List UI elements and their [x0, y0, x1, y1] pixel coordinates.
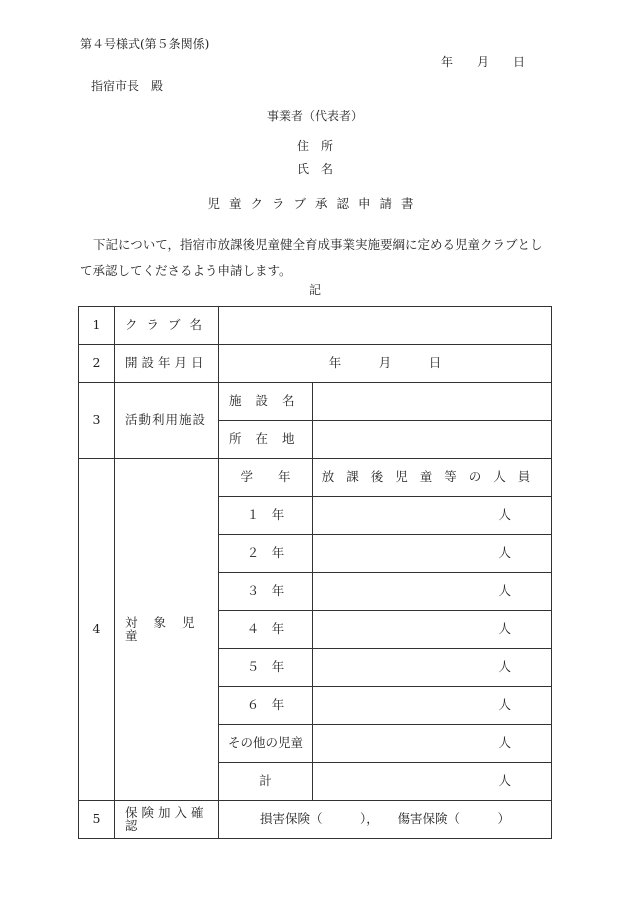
grade-count-field[interactable]: 人 — [313, 573, 552, 611]
row-number: 4 — [79, 459, 115, 801]
grade-label: ３ 年 — [219, 573, 313, 611]
opening-date-field[interactable]: 年 月 日 — [219, 345, 552, 383]
name-label: 氏 名 — [296, 162, 333, 176]
count-column-header: 放課後児童等の人員 — [313, 459, 552, 497]
date-line: 年 月 日 — [441, 55, 526, 69]
total-count-field[interactable]: 人 — [313, 763, 552, 801]
grade-count-field[interactable]: 人 — [313, 649, 552, 687]
facility-address-field[interactable] — [313, 421, 552, 459]
table-row — [79, 307, 552, 345]
grade-label: １ 年 — [219, 497, 313, 535]
target-children-label: 対象児童 — [115, 459, 219, 801]
insurance-label: 保険加入確認 — [115, 801, 219, 839]
table-row — [79, 383, 552, 421]
body-text: 下記について，指宿市放課後児童健全育成事業実施要綱に定める児童クラブとして承認してくださるよう申請します。 — [80, 237, 543, 278]
facility-name-field[interactable] — [313, 383, 552, 421]
opening-date-label: 開設年月日 — [115, 345, 219, 383]
document-title: 児童クラブ承認申請書 — [207, 196, 423, 211]
facility-label: 活動利用施設 — [115, 383, 219, 459]
club-name-label: クラブ名 — [115, 307, 219, 345]
application-table — [78, 306, 552, 839]
grade-count-field[interactable]: 人 — [313, 687, 552, 725]
grade-count-field[interactable]: 人 — [313, 535, 552, 573]
row-number: 1 — [79, 307, 115, 345]
total-label: 計 — [219, 763, 313, 801]
grade-count-field[interactable]: 人 — [313, 611, 552, 649]
table-row — [79, 801, 552, 839]
table-row — [79, 459, 552, 497]
addressee: 指宿市長 殿 — [91, 79, 164, 93]
form-number: 第４号様式(第５条関係) — [80, 37, 210, 51]
ki-marker: 記 — [308, 283, 321, 297]
row-number: 5 — [79, 801, 115, 839]
facility-name-label: 施設名 — [219, 383, 313, 421]
business-label: 事業者（代表者） — [266, 109, 363, 123]
club-name-field[interactable] — [219, 307, 552, 345]
grade-label: ２ 年 — [219, 535, 313, 573]
grade-label: その他の児童 — [219, 725, 313, 763]
row-number: 2 — [79, 345, 115, 383]
facility-address-label: 所在地 — [219, 421, 313, 459]
grade-column-header: 学 年 — [219, 459, 313, 497]
table-row — [79, 345, 552, 383]
address-label: 住 所 — [296, 139, 333, 153]
grade-label: ６ 年 — [219, 687, 313, 725]
grade-label: ４ 年 — [219, 611, 313, 649]
grade-count-field[interactable]: 人 — [313, 725, 552, 763]
row-number: 3 — [79, 383, 115, 459]
grade-label: ５ 年 — [219, 649, 313, 687]
insurance-field[interactable]: 損害保険（ ）， 傷害保険（ ） — [219, 801, 552, 839]
grade-count-field[interactable]: 人 — [313, 497, 552, 535]
